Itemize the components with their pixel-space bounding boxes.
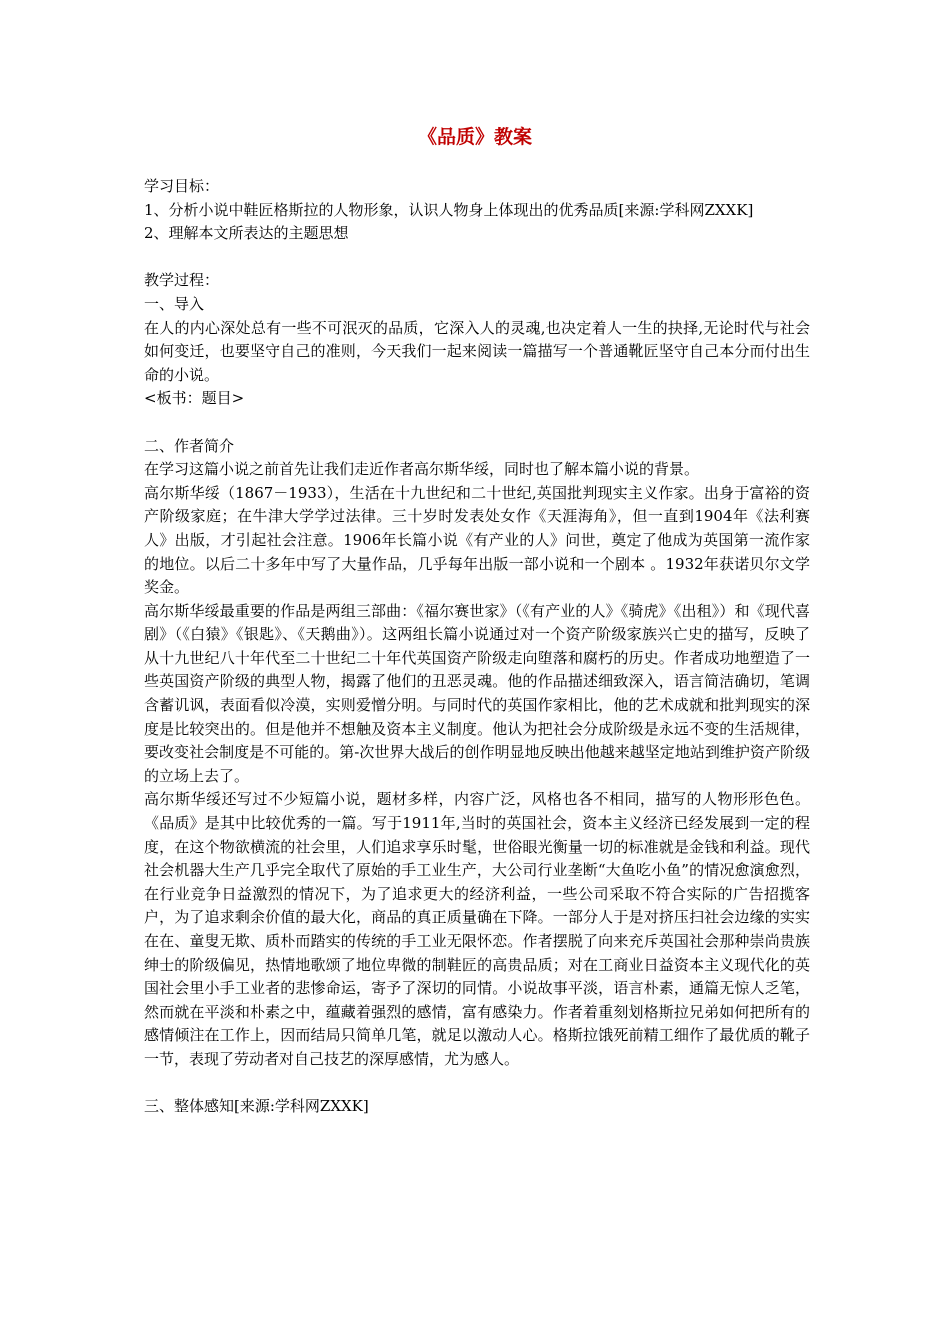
section-3-heading: 三、整体感知[来源:学科网ZXXK] [144, 1097, 369, 1116]
objective-item-2: 2、理解本文所表达的主题思想 [144, 224, 349, 243]
spacer [144, 411, 810, 435]
spacer [144, 1072, 810, 1096]
section-1-body: 在人的内心深处总有一些不可泯灭的品质，它深入人的灵魂,也决定着人一生的抉择,无论时代与社会如何变迁，也要坚守自己的准则，今天我们一起来阅读一篇描写一个普通靴匠坚守自己本分而付出生命的小说。 [144, 318, 810, 384]
section-2-paragraph-4: 高尔斯华绥还写过不少短篇小说，题材多样，内容广泛，风格也各不相同，描写的人物形形色色。《品质》是其中比较优秀的一篇。写于1911年,当时的英国社会，资本主义经济已经发展到一定的程度，在这个物欲横流的社会里，人们追求享乐时髦，世俗眼光衡量一切的标准就是金钱和利益。现代社会机器大生产几乎完全取代了原始的手工业生产，大公司行业垄断“大鱼吃小鱼”的情况愈演愈烈，在行业竞争日益激烈的情况下，为了追求更大的经济利益，一些公司采取不符合实际的广告招揽客户，为了追求剩余价值的最大化，商品的真正质量确在下降。一部分人于是对挤压扫社会边缘的实实在在、童叟无欺、质朴而踏实的传统的手工业无限怀恋。作者摆脱了向来充斥英国社会那种崇尚贵族绅士的阶级偏见，热情地歌颂了地位卑微的制鞋匠的高贵品质；对在工商业日益资本主义现代化的英国社会里小手工业者的悲惨命运，寄予了深切的同情。小说故事平淡，语言朴素，通篇无惊人乏笔，然而就在平淡和朴素之中，蕴藏着强烈的感情，富有感染力。作者着重刻划格斯拉兄弟如何把所有的感情倾注在工作上，因而结局只简单几笔，就足以激动人心。格斯拉饿死前精工细作了最优质的靴子一节，表现了劳动者对自己技艺的深厚感情，尤为感人。 [144, 790, 810, 1068]
objective-item-1: 1、分析小说中鞋匠格斯拉的人物形象，认识人物身上体现出的优秀品质[来源:学科网ZXXK] [144, 200, 754, 219]
document-body [144, 175, 810, 1119]
section-2-paragraph-1: 在学习这篇小说之前首先让我们走近作者高尔斯华绥，同时也了解本篇小说的背景。 [144, 460, 700, 479]
section-2-heading: 二、作者简介 [144, 436, 235, 455]
section-2-paragraph-3: 高尔斯华绥最重要的作品是两组三部曲：《福尔赛世家》（《有产业的人》《骑虎》《出租》）和《现代喜剧》（《白猿》《银匙》、《天鹅曲》）。这两组长篇小说通过对一个资产阶级家族兴亡史的描写，反映了从十九世纪八十年代至二十世纪二十年代英国资产阶级走向堕落和腐朽的历史。作者成功地塑造了一些英国资产阶级的典型人物，揭露了他们的丑恶灵魂。他的作品描述细致深入，语言简洁确切，笔调含蓄讥讽，表面看似冷漠，实则爱憎分明。与同时代的英国作家相比，他的艺术成就和批判现实的深度是比较突出的。但是他并不想触及资本主义制度。他认为把社会分成阶级是永远不变的生活规律，要改变社会制度是不可能的。第-次世界大战后的创作明显地反映出他越来越坚定地站到维护资产阶级的立场上去了。 [144, 601, 810, 785]
section-1-heading: 一、导入 [144, 294, 205, 313]
objectives-heading: 学习目标： [144, 177, 220, 195]
section-1-board-note: <板书：题目> [144, 389, 245, 408]
spacer [144, 246, 810, 270]
section-2-paragraph-2: 高尔斯华绥（1867－1933），生活在十九世纪和二十世纪,英国批判现实主义作家。出身于富裕的资产阶级家庭；在牛津大学学过法律。三十岁时发表处女作《天涯海角》，但一直到1904年《法利赛人》出版，才引起社会注意。1906年长篇小说《有产业的人》问世，奠定了他成为英国第一流作家的地位。以后二十多年中写了大量作品，几乎每年出版一部小说和一个剧本 。1932年获诺贝尔文学奖金。 [144, 483, 810, 597]
document-title: 《品质》教案 [417, 126, 532, 148]
process-heading: 教学过程： [144, 271, 220, 290]
